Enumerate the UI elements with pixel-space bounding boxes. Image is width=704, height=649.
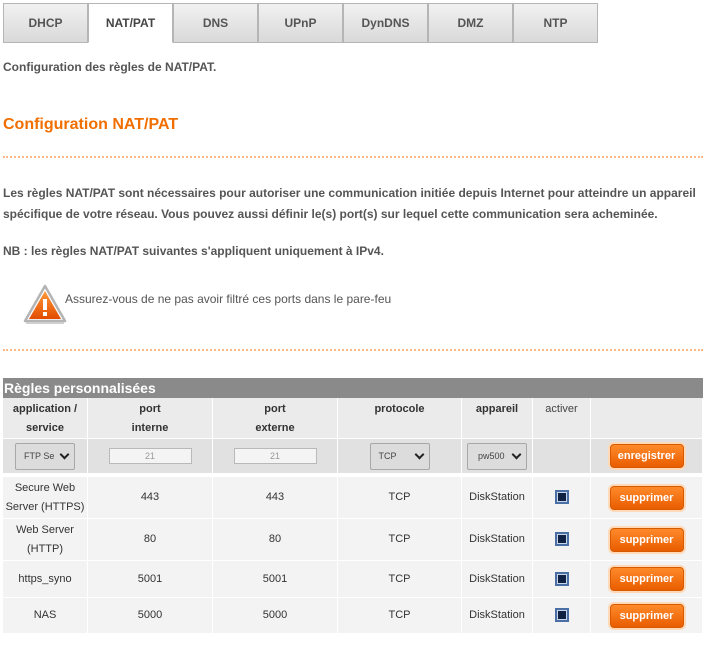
tab-dhcp[interactable]: DHCP [3,3,88,43]
device-select[interactable]: pw500 [467,443,527,470]
table-row: Web Server (HTTP) 80 80 TCP DiskStation supprimer [3,519,703,561]
rules-table [3,398,703,634]
delete-button[interactable]: supprimer [610,486,684,510]
description-line: Les règles NAT/PAT sont nécessaires pour autoriser une communication initiée depuis Internet pour atteindre un appareil [3,186,696,200]
divider [3,156,703,158]
tab-bar [3,3,598,43]
col-application: application / service [3,398,88,439]
description [3,183,703,225]
warning-triangle-icon [22,284,68,326]
tab-ntp[interactable]: NTP [513,3,598,43]
tab-dmz[interactable]: DMZ [428,3,513,43]
col-actions [591,398,703,439]
table-row: https_syno 5001 5001 TCP DiskStation supprimer [3,561,703,598]
description-line: spécifique de votre réseau. Vous pouvez aussi définir le(s) port(s) sur lequel cette communication sera acheminée. [3,207,658,221]
col-port-internal: port interne [88,398,213,439]
col-device: appareil [462,398,533,439]
chevron-down-icon [414,449,424,459]
divider [3,349,703,351]
enable-checkbox[interactable] [555,608,569,622]
delete-button[interactable]: supprimer [610,604,684,628]
delete-button[interactable]: supprimer [610,567,684,591]
ipv4-note: NB : les règles NAT/PAT suivantes s'appliquent uniquement à IPv4. [3,244,384,258]
chevron-down-icon [512,449,522,459]
port-external-input[interactable]: 21 [234,448,317,464]
new-rule-row [3,439,703,477]
warning-text: Assurez-vous de ne pas avoir filtré ces ports dans le pare-feu [65,292,392,306]
enable-checkbox[interactable] [555,490,569,504]
table-row: Secure Web Server (HTTPS) 443 443 TCP DiskStation supprimer [3,477,703,519]
col-protocol: protocole [338,398,462,439]
chevron-down-icon [60,449,70,459]
enable-checkbox[interactable] [555,532,569,546]
delete-button[interactable]: supprimer [610,528,684,552]
application-select[interactable]: FTP Se [15,443,75,470]
port-internal-input[interactable]: 21 [109,448,192,464]
table-header [3,398,703,439]
tab-upnp[interactable]: UPnP [258,3,343,43]
col-enable: activer [533,398,591,439]
protocol-select[interactable]: TCP [370,443,430,470]
rules-table-title: Règles personnalisées [3,378,703,398]
tab-dyndns[interactable]: DynDNS [343,3,428,43]
intro-text: Configuration des règles de NAT/PAT. [3,60,217,74]
rules-table-panel [3,378,703,634]
tab-nat-pat[interactable]: NAT/PAT [88,3,173,43]
enable-checkbox[interactable] [555,572,569,586]
tab-dns[interactable]: DNS [173,3,258,43]
col-port-external: port externe [213,398,338,439]
save-button[interactable]: enregistrer [610,444,684,468]
section-title: Configuration NAT/PAT [3,116,179,133]
table-row: NAS 5000 5000 TCP DiskStation supprimer [3,598,703,634]
